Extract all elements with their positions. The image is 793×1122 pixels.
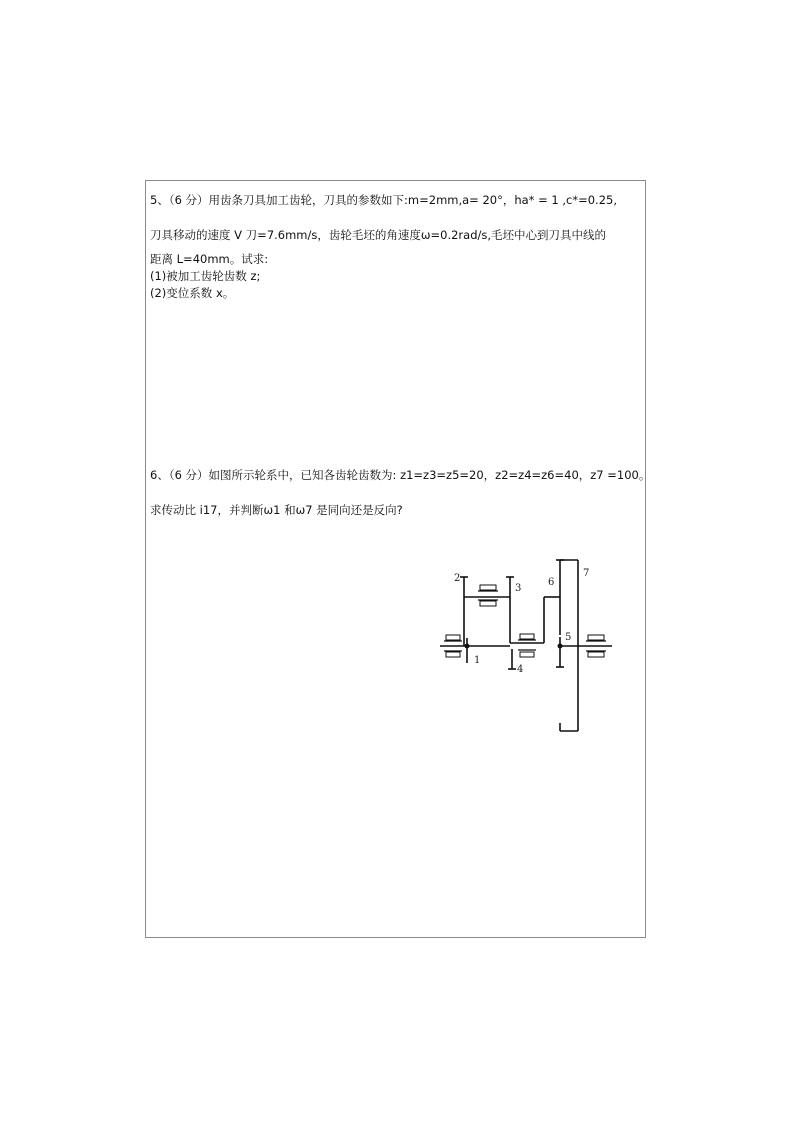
q6-line-1: 6、（6 分）如图所示轮系中，已知各齿轮齿数为: z1=z3=z5=20，z2=z4=z6=40，z7 =100。	[150, 468, 651, 482]
gear-label-1: 1	[474, 655, 481, 666]
gear-train-diagram	[440, 555, 620, 735]
gear-label-2: 2	[454, 573, 461, 584]
gear-label-4: 4	[517, 664, 524, 675]
q5-line-3: 距离 L=40mm。试求:	[150, 252, 269, 266]
gear-label-3: 3	[515, 583, 522, 594]
gear-label-5: 5	[565, 632, 572, 643]
q5-line-1: 5、（6 分）用齿条刀具加工齿轮，刀具的参数如下:m=2mm,a= 20°，ha* = 1 ,c*=0.25,	[150, 193, 617, 207]
q5-line-2: 刀具移动的速度 V 刀=7.6mm/s，齿轮毛坯的角速度ω=0.2rad/s,毛坯中心到刀具中线的	[150, 228, 607, 242]
gear-label-6: 6	[548, 577, 555, 588]
q5-line-4: (1)被加工齿轮齿数 z;	[150, 269, 261, 283]
q5-line-5: (2)变位系数 x。	[150, 286, 235, 300]
gear-label-7: 7	[583, 568, 590, 579]
q6-line-2: 求传动比 i17，并判断ω1 和ω7 是同向还是反向?	[150, 503, 403, 517]
gear-train-svg	[440, 555, 620, 735]
